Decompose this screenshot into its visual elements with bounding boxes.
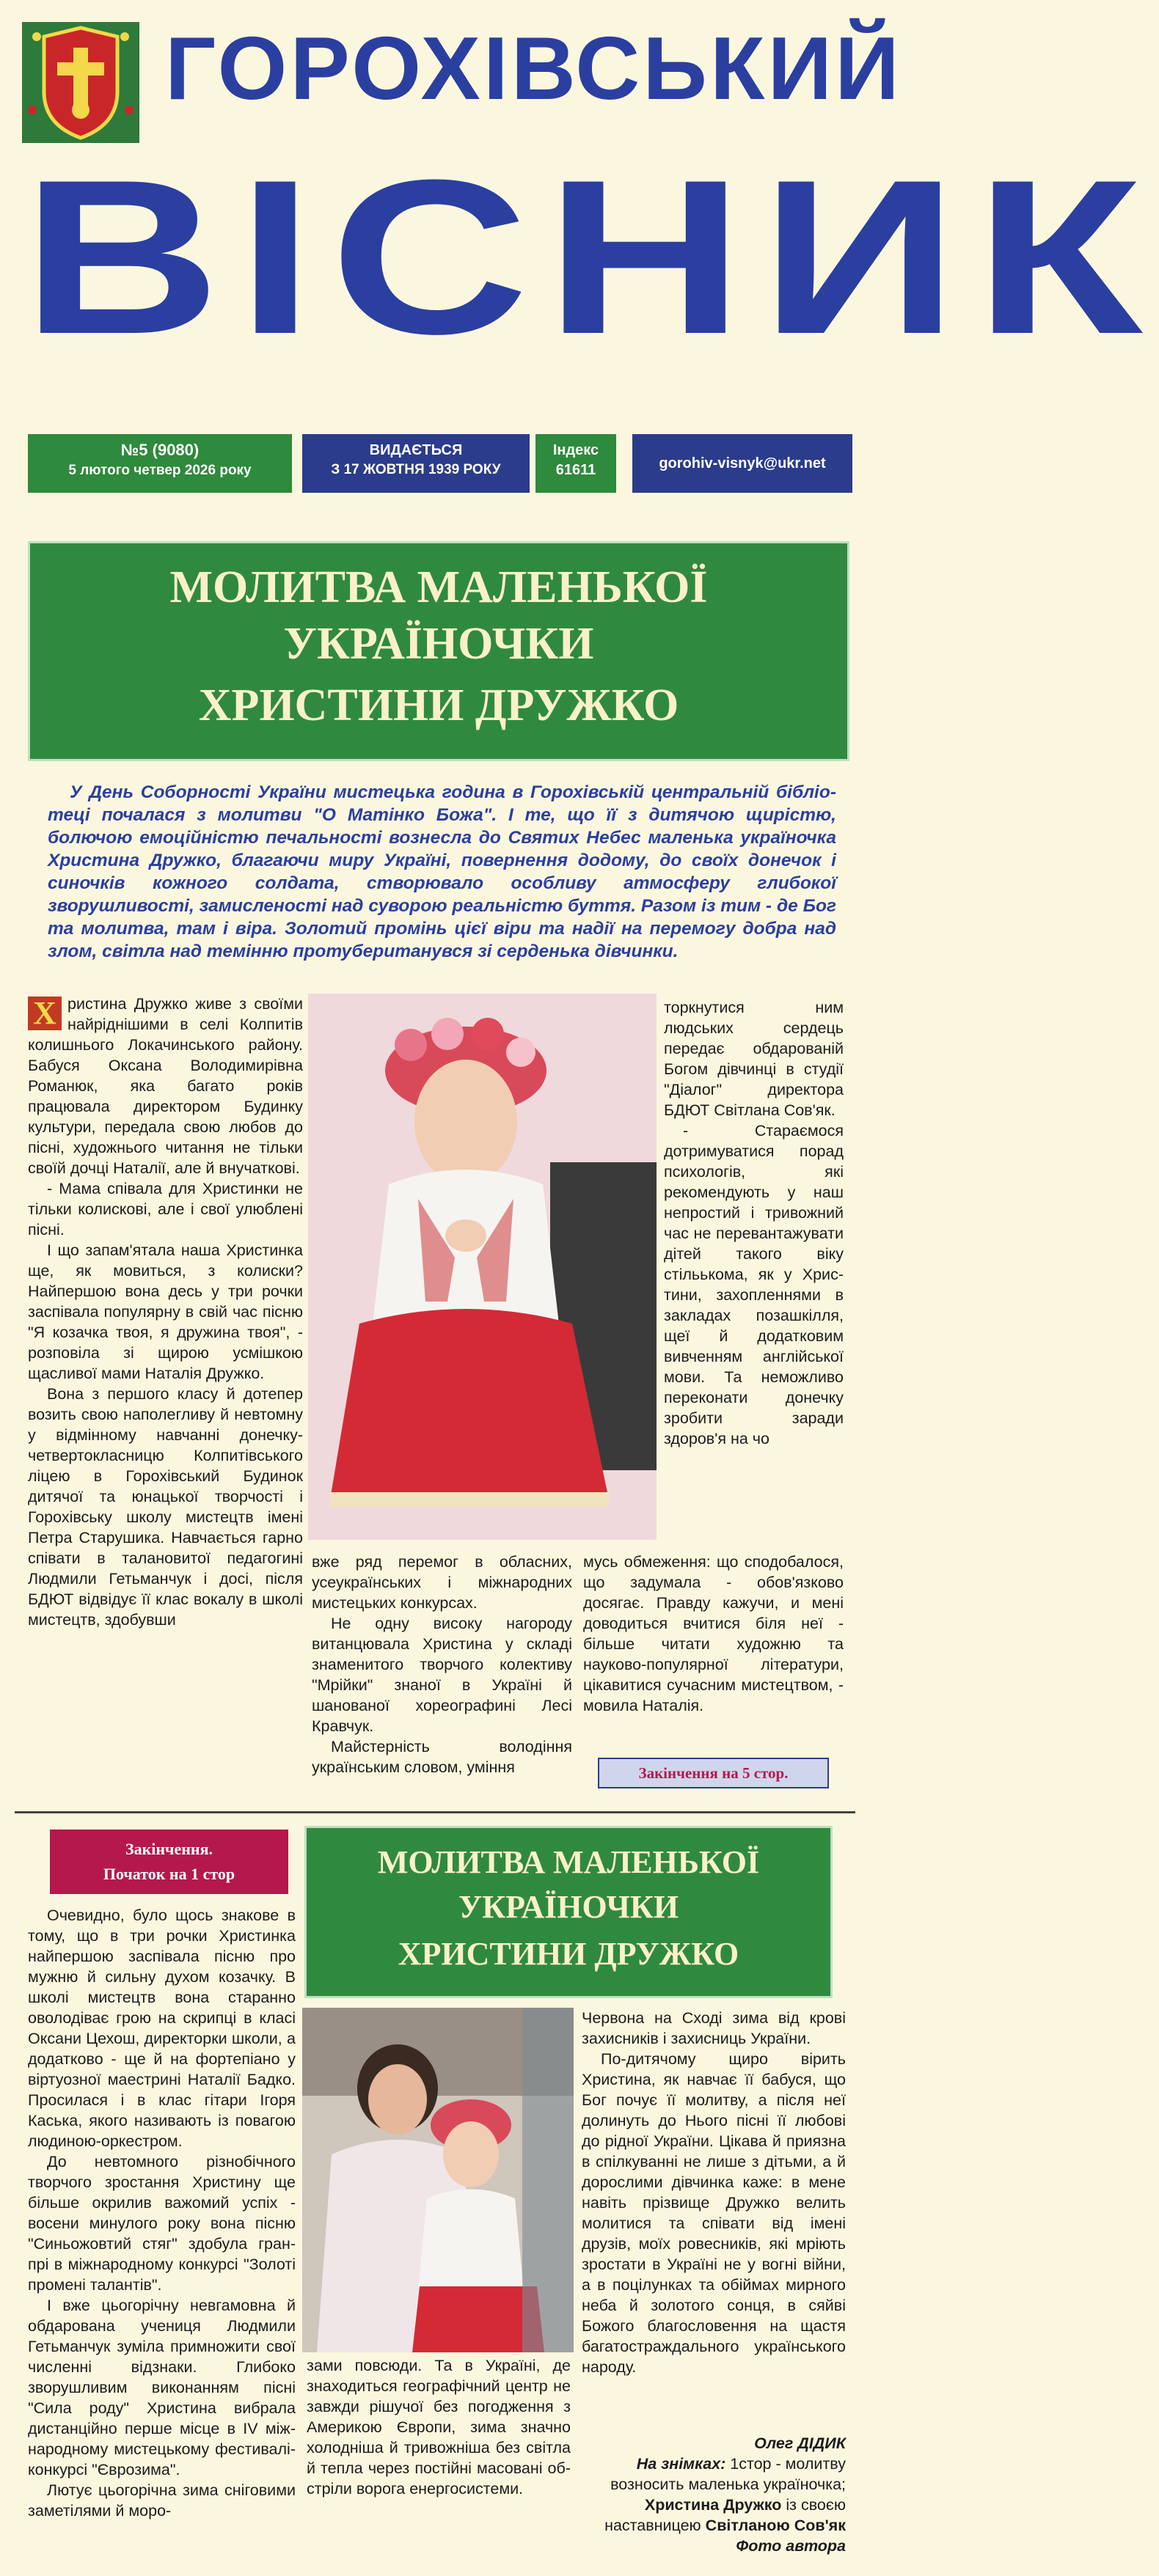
coat-of-arms-icon: [22, 22, 139, 143]
article-paragraph: - Стараємося дотримуватися порад психологів, які рекомендують у наш непростий і тривожний час не перевантажувати дітей такого віку стільькома, як у Христини, захопленнями в закладах позашкілля, щеї й додатковим вивченням англійської мови. Та неможливо переконати донечку зробити заради здоров'я на чо: [664, 1122, 844, 1447]
article-column-3-bottom: [583, 1552, 844, 1716]
photo-girl-with-mentor: [302, 2008, 574, 2352]
article-column-2: [312, 1552, 572, 1777]
photo-girl-praying: [308, 994, 657, 1540]
caption-text-1: 1стор - молитву возносить маленька україночка;: [610, 2455, 846, 2493]
caption-label: На знімках:: [636, 2455, 726, 2473]
article-paragraph: - Мама співала для Христинки не тільки колискові, але і свої улюблені пісні.: [28, 1180, 303, 1239]
continuation-title-line3: ХРИСТИНИ ДРУЖКО: [398, 1936, 739, 1972]
published-line1: ВИДАЄТЬСЯ: [369, 442, 463, 458]
continuation-title-line1: МОЛИТВА МАЛЕНЬКОЇ: [377, 1844, 760, 1880]
continued-on-page-5-tag: [598, 1758, 829, 1788]
caption-text-4: Світланою Сов'як: [701, 2517, 846, 2534]
article-paragraph: Лютує цьогорічна зима сніговими заметілями й моро-: [28, 2481, 296, 2520]
masthead-title-line1: ГОРОХІВСЬКИЙ: [165, 18, 902, 118]
continuation-title: [304, 1826, 833, 1998]
article-paragraph: Вона з першого класу й дотепер возить свою наполегливу й невтомну у відмінному навчанні донечку-четвертокласницю Колпитівського ліцею в Горохівський Будинок дитячої та юнацької творчості і Горохівську школу мистецтв імені Петра Старушика. Навчається гарно співати в талановитої педагогині Людмили Гетьманчук і досі, після БДЮТ відвідує її клас вокалу в школі мистецтв, здобувши: [28, 1385, 303, 1629]
article-paragraph: До невтомного різнобічного творчого зростання Христину ще більше окрилив важомий успіх - восени минулого року вона пісню "Синьожовтий стяг" здобула гран-прі в міжнародному конкурсі "Золоті промені талантів".: [28, 2153, 296, 2294]
continued-from-tag: [50, 1830, 288, 1894]
issue-box: [28, 434, 292, 493]
continuation-column-1: [28, 1905, 296, 2521]
index-label: Індекс: [552, 442, 599, 458]
article-lead: У День Соборності України мистецька година в Горохівській центральній бібліотеці почалася з молитви "О Матінко Божа". І те, що її з дитячою щирістю, болючою емоційністю печальності вознесла до Святих Небес маленька україночка Христина Дружко, благаючи миру Україні, повернення додому, до своїх донечок і синочків кожного солдата, створювало особливу атмосферу глибокої зворушливості, замисленості над суворою реальністю буття. Разом із тим - де Бог та молитва, там і віра. Золотий промінь цієї віри та надії на перемогу добра над злом, світла над темінню протубеританувся зі серденька дівчинки.: [48, 782, 836, 961]
issue-date: 5 лютого четвер 2026 року: [68, 463, 252, 478]
dropcap: Х: [28, 997, 62, 1030]
article-title-line3: ХРИСТИНИ ДРУЖКО: [198, 680, 679, 730]
article-paragraph: вже ряд перемог в обласних, усеукраїнських і міжнародних мистецьких конкурсах.: [312, 1553, 572, 1612]
article-paragraph: Червона на Сході зима від крові захисників і захисниць України.: [582, 2009, 846, 2047]
published-line2: З 17 ЖОВТНЯ 1939 РОКУ: [331, 462, 501, 477]
continuation-title-line2: УКРАЇНОЧКИ: [458, 1889, 679, 1925]
index-value: 61611: [555, 462, 596, 478]
article-paragraph: І що запам'ятала наша Христинка ще, як мовиться, з колиски? Найпершою вона десь у три рочки заспівала популярну в свій час пісню "Я козачка твоя, я дружина твоя", - розповіла зі щирою усмішкою щасливої мами Наталія Дружко.: [28, 1241, 303, 1382]
article-title-line2: УКРАЇНОЧКИ: [283, 619, 594, 669]
article-title: [28, 541, 849, 761]
continued-from-line1: Закінчення.: [125, 1840, 213, 1858]
article-paragraph: зами повсюди. Та в Україні, де знаходиться географічний центр не завжди рішучої без погодження з Америкою Європи, зима значно холодніша й тривожніша без світла й тепла через постійні масовані обстріли ворога енергосистеми.: [307, 2357, 571, 2498]
continuation-column-3: [582, 2008, 846, 2377]
caption-text-2: Христина Дружко: [644, 2496, 782, 2514]
page-divider: [15, 1811, 855, 1813]
continuation-column-2: [307, 2355, 571, 2499]
masthead-title-line2: ВІСНИК: [22, 133, 1159, 380]
article-paragraph: торкнутися ним людських сердець передає обдарованій Богом дівчинці в студії "Діалог" директора БДЮТ Світлана Сов'як.: [664, 999, 844, 1119]
article-paragraph: ристина Дружко живе з своїми найріднішими в селі Колпитів колишнього Локачинського району. Бабуся Оксана Володимирівна Романюк, яка багато років працювала директором Будинку культури, передала свою любов до пісні, художнього читання не тільки своїй дочці Наталії, але й внучаткові.: [28, 995, 303, 1177]
continued-from-line2: Початок на 1 стор: [103, 1865, 235, 1883]
email-link[interactable]: gorohiv-visnyk@ukr.net: [632, 434, 852, 493]
caption-text-3: із своєю наставницею: [604, 2496, 846, 2534]
author-and-caption: [582, 2433, 846, 2556]
article-paragraph: Не одну високу нагороду витанцювала Христина у складі знаменитого творчого колективу "Мрійки" знаної в Україні й шанованої хореографині Лесі Кравчук.: [312, 1615, 572, 1735]
issue-number: №5 (9080): [120, 441, 200, 459]
published-box: [302, 434, 530, 493]
article-paragraph: По-дитячому щиро вірить Христина, як навчає її бабуся, що Бог почує її молитву, а після неї долинуть до Нього пісні її любові до рідної України. Цікава й приязна в спілкуванні не лише з дітьми, а й дорослими дівчинка каже: в мене навіть прізвище Дружко велить молитися та співати від імені друзів, моїх ровесників, які мріють зростати в Україні не у вогні війни, а в поцілунках та обіймах мирного неба й золотого сонця, в сяйві Божого благословення на щастя багатостраждального українського народу.: [582, 2050, 846, 2376]
article-column-3-top: [664, 997, 844, 1449]
article-paragraph: Очевидно, було щось знакове в тому, що в три рочки Христинка найпершою заспівала пісню про мужню й сильну духом козачку. В школі мистецтв вона старанно оволодіває грою на скрипці в класі Оксани Цехош, директорки школи, а додатково - ще й на фортепіано у віртуозної маестрині Наталії Бадко. Просилася і в клас гітари Ігоря Каська, якого називають із повагою людиною-оркестром.: [28, 1907, 296, 2150]
article-column-1: [28, 994, 303, 1630]
continued-label: Закінчення на 5 стор.: [638, 1764, 789, 1782]
article-paragraph: мусь обмеження: що сподобалося, що задумала - обов'язково досягає. Правду кажучи, и мені доводиться вчитися біля неї - більше читати художню та науково-популярної літератури, цікавитися сучасним мистецтвом, - мовила Наталія.: [583, 1553, 844, 1714]
article-title-line1: МОЛИТВА МАЛЕНЬКОЇ: [169, 562, 708, 612]
photo-credit: Фото автора: [736, 2537, 846, 2555]
article-paragraph: Майстерність володіння українським словом, уміння: [312, 1738, 572, 1776]
author-name: Олег ДІДИК: [754, 2434, 846, 2452]
index-box: [535, 434, 616, 493]
article-paragraph: І вже цьогорічну невгамовна й обдарована учениця Людмили Гетьманчук зуміла примножити свої численні відзнаки. Глибоко зворушливим виконанням пісні "Сила роду" Христина вибрала дистанційно перше місце в IV міжнародному мистецькому фестивалі-конкурсі "Єврозима".: [28, 2297, 296, 2478]
